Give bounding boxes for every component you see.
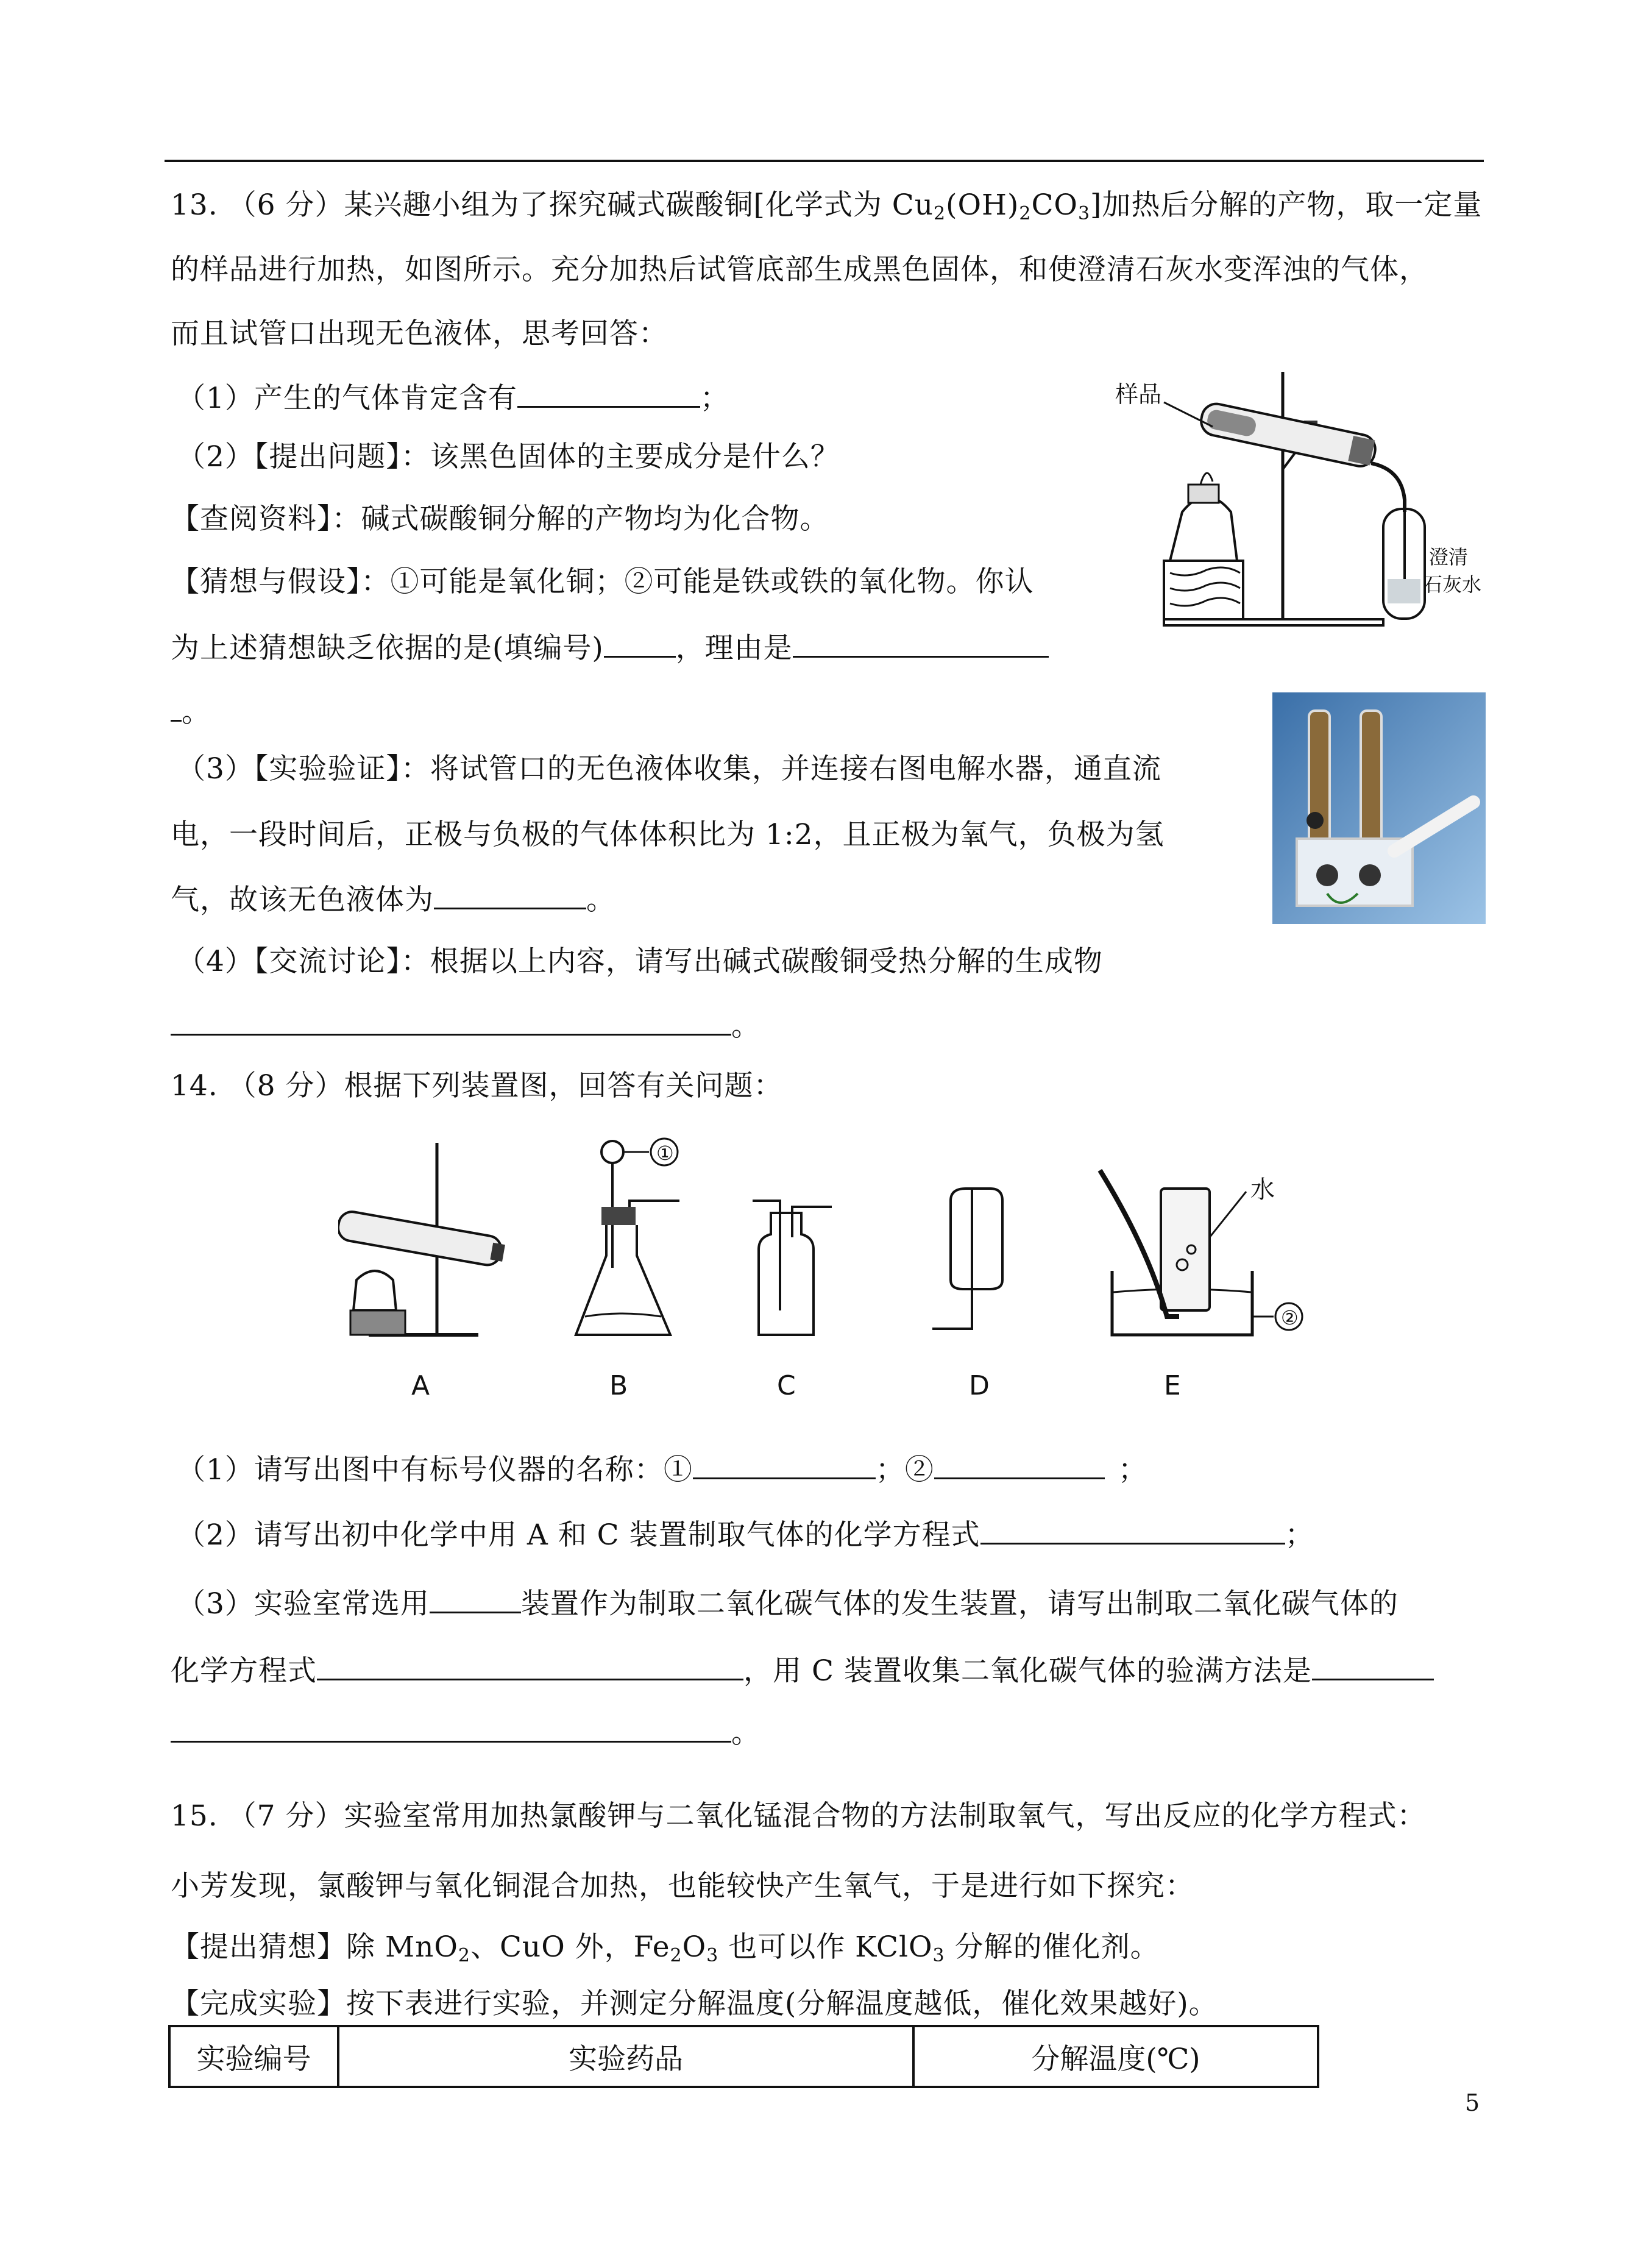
q13-part5: 为上述猜想缺乏依据的是(填编号) ，理由是 — [171, 628, 1049, 667]
q14-part2: （2）请写出初中化学中用 A 和 C 装置制取气体的化学方程式 ； — [177, 1515, 1314, 1554]
lab-apparatus-figure — [338, 1134, 1325, 1408]
label-a: A — [411, 1370, 430, 1401]
answer-blank-instrument-1[interactable] — [693, 1449, 876, 1479]
header-decomposition-temp: 分解温度(℃) — [913, 2026, 1318, 2087]
page-number: 5 — [1465, 2089, 1480, 2116]
q13-part3: 【查阅资料】：碱式碳酸铜分解的产物均为化合物。 — [171, 502, 829, 536]
q13-line3: 而且试管口出现无色液体，思考回答： — [171, 317, 668, 350]
label-e: E — [1164, 1370, 1181, 1401]
answer-blank-full-method[interactable] — [1312, 1651, 1434, 1680]
q13-part7: 电，一段时间后，正极与负极的气体体积比为 1:2，且正极为氧气，负极为氢 — [171, 818, 1165, 851]
answer-blank-equation-ac[interactable] — [980, 1515, 1285, 1545]
answer-blank-liquid[interactable] — [434, 880, 586, 909]
table-header-row — [169, 2026, 1318, 2087]
answer-blank-device[interactable] — [430, 1584, 521, 1613]
limewater-label-1: 澄清 — [1429, 546, 1469, 569]
q14-title: 14. （8 分）根据下列装置图，回答有关问题： — [171, 1069, 783, 1103]
q13-part10: 。 — [171, 1006, 760, 1045]
answer-blank-products[interactable] — [171, 1006, 731, 1036]
sample-label: 样品 — [1115, 381, 1162, 408]
water-label: 水 — [1250, 1176, 1275, 1204]
electrolysis-apparatus-photo — [1272, 692, 1486, 924]
answer-blank-equation-co2[interactable] — [317, 1651, 743, 1680]
marker-1: ① — [656, 1142, 674, 1165]
q13-part5-cont: 。 — [171, 692, 211, 731]
q14-part3: （3）实验室常选用 装置作为制取二氧化碳气体的发生装置，请写出制取二氧化碳气体的 — [177, 1584, 1399, 1623]
answer-blank-gas[interactable] — [517, 378, 700, 408]
q13-line2: 的样品进行加热，如图所示。充分加热后试管底部生成黑色固体，和使澄清石灰水变浑浊的气体， — [171, 253, 1428, 286]
q13-part9: （4）【交流讨论】：根据以上内容，请写出碱式碳酸铜受热分解的生成物 — [177, 945, 1103, 978]
header-reagents: 实验药品 — [338, 2026, 913, 2087]
answer-blank-guess[interactable] — [604, 628, 676, 658]
experiment-table — [168, 2025, 1319, 2088]
q13-part4: 【猜想与假设】：①可能是氧化铜；②可能是铁或铁的氧化物。你认 — [171, 565, 1034, 599]
q15-line3: 【提出猜想】除 MnO$_2$、CuO 外，$Fe_2O_3$ 也可以作 KClO$_3$ 分解的催化剂。 — [171, 1930, 1160, 1966]
q15-line2: 小芳发现，氯酸钾与氧化铜混合加热，也能较快产生氧气，于是进行如下探究： — [171, 1869, 1194, 1903]
apparatus-c — [753, 1201, 832, 1401]
answer-blank-reason[interactable] — [793, 628, 1049, 658]
q15-line4: 【完成实验】按下表进行实验，并测定分解温度(分解温度越低，催化效果越好)。 — [171, 1987, 1218, 2021]
answer-blank-full-method-cont[interactable] — [171, 1713, 731, 1743]
q14-part1: （1）请写出图中有标号仪器的名称：① ；② ； — [177, 1449, 1147, 1488]
label-c: C — [777, 1370, 796, 1401]
q14-part4: 化学方程式 ，用 C 装置收集二氧化碳气体的验满方法是 — [171, 1651, 1434, 1690]
q13-part2: （2）【提出问题】：该黑色固体的主要成分是什么？ — [177, 440, 840, 474]
label-b: B — [609, 1370, 628, 1401]
q13-part1: （1）产生的气体肯定含有 ； — [177, 378, 729, 417]
marker-2: ② — [1281, 1306, 1299, 1329]
q14-part5: 。 — [171, 1713, 760, 1752]
header-rule — [165, 160, 1484, 162]
header-experiment-number: 实验编号 — [169, 2026, 338, 2087]
answer-blank-instrument-2[interactable] — [934, 1449, 1105, 1479]
q13-part6: （3）【实验验证】：将试管口的无色液体收集，并连接右图电解水器，通直流 — [177, 752, 1161, 786]
q15-line1: 15. （7 分）实验室常用加热氯酸钾与二氧化锰混合物的方法制取氧气，写出反应的化学方程式： — [171, 1799, 1427, 1833]
q13-part8: 气，故该无色液体为 。 — [171, 880, 615, 919]
apparatus-d — [932, 1189, 1002, 1401]
heating-apparatus-figure — [1115, 360, 1493, 634]
q13-line1: 13. （6 分）某兴趣小组为了探究碱式碳酸铜[化学式为 $Cu_2(OH)_2CO_3$]加热后分解的产物，取一定量 — [171, 188, 1483, 224]
label-d: D — [969, 1370, 990, 1401]
answer-blank-reason-cont[interactable] — [171, 692, 182, 722]
limewater-label-2: 石灰水 — [1423, 573, 1482, 596]
apparatus-b — [576, 1139, 679, 1401]
apparatus-a — [338, 1143, 506, 1401]
apparatus-e — [1100, 1170, 1302, 1401]
